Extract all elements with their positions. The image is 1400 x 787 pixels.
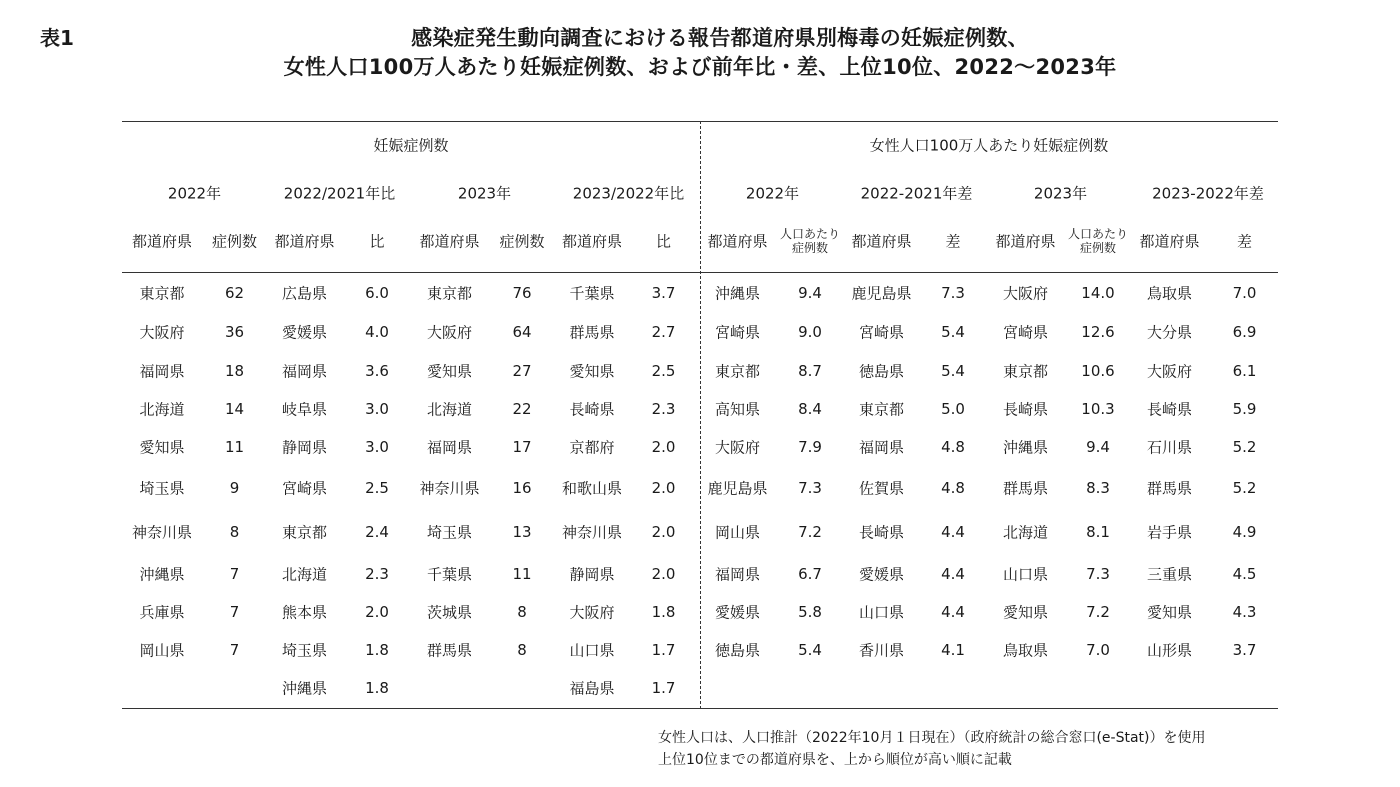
prefecture-cell: 長崎県 [569,400,615,419]
prefecture-cell: 千葉県 [569,284,615,303]
prefecture-cell: 大分県 [1146,323,1192,342]
prefecture-cell: 鹿児島県 [707,479,768,498]
prefecture-cell: 群馬県 [426,641,472,660]
value-cell: 8.3 [1086,479,1110,497]
value-cell: 8.7 [798,362,822,380]
value-cell: 7.9 [798,438,822,456]
year-header: 2023年 [457,184,512,203]
value-cell: 64 [512,323,532,341]
prefecture-cell: 和歌山県 [561,479,622,498]
prefecture-cell: 三重県 [1146,565,1192,584]
prefecture-cell: 群馬県 [1146,479,1192,498]
prefecture-cell: 徳島県 [714,641,760,660]
value-cell: 2.7 [651,323,676,341]
value-cell: 62 [224,284,245,302]
prefecture-cell: 大阪府 [139,323,185,342]
value-cell: 3.6 [365,362,389,380]
value-cell: 7.3 [1086,565,1110,583]
year-header: 2023-2022年差 [1152,184,1264,203]
prefecture-cell: 宮崎県 [714,323,760,342]
column-header: 都道府県 [419,232,480,251]
value-cell: 2.3 [651,400,676,418]
prefecture-cell: 石川県 [1146,438,1192,457]
prefecture-cell: 東京都 [281,523,327,542]
value-cell: 5.9 [1232,400,1257,418]
column-header: 差 [1236,232,1252,251]
value-cell: 2.5 [365,479,389,497]
value-cell: 7 [229,603,240,621]
value-cell: 2.0 [651,565,676,583]
value-cell: 2.0 [651,438,676,456]
value-cell: 5.4 [941,362,965,380]
prefecture-cell: 神奈川県 [131,523,192,542]
year-header: 2022年 [167,184,222,203]
column-header: 比 [369,232,385,251]
column-header: 症例数 [499,232,545,251]
value-cell: 10.6 [1081,362,1115,380]
prefecture-cell: 愛知県 [1146,603,1192,622]
column-header: 人口あたり症例数 [779,227,840,255]
prefecture-cell: 宮崎県 [1002,323,1048,342]
prefecture-cell: 熊本県 [281,603,327,622]
year-header: 2022/2021年比 [283,184,396,203]
prefecture-cell: 東京都 [426,284,472,303]
prefecture-cell: 鳥取県 [1002,641,1048,660]
prefecture-cell: 愛知県 [426,362,472,381]
value-cell: 7.0 [1232,284,1257,302]
value-cell: 7 [229,565,240,583]
prefecture-cell: 北海道 [139,400,185,419]
value-cell: 11 [224,438,245,456]
value-cell: 2.4 [365,523,389,541]
value-cell: 9.4 [1086,438,1110,456]
prefecture-cell: 岡山県 [714,523,760,542]
value-cell: 8.1 [1086,523,1110,541]
value-cell: 6.7 [798,565,822,583]
group-header-right: 女性人口100万人あたり妊娠症例数 [869,136,1109,155]
value-cell: 22 [512,400,532,418]
value-cell: 4.3 [1232,603,1257,621]
year-header: 2023年 [1033,184,1088,203]
prefecture-cell: 愛知県 [1002,603,1048,622]
value-cell: 2.5 [651,362,676,380]
prefecture-cell: 鳥取県 [1146,284,1192,303]
note-ranking-order: 上位10位までの都道府県を、上から順位が高い順に記載 [658,752,1012,768]
prefecture-cell: 福岡県 [858,438,904,457]
prefecture-cell: 沖縄県 [281,679,327,698]
value-cell: 8 [229,523,240,541]
value-cell: 9.4 [798,284,822,302]
prefecture-cell: 沖縄県 [714,284,760,303]
value-cell: 16 [512,479,532,497]
prefecture-cell: 山口県 [1002,565,1048,584]
value-cell: 4.4 [941,565,965,583]
value-cell: 3.0 [365,400,389,418]
value-cell: 5.4 [941,323,965,341]
value-cell: 8.4 [798,400,822,418]
year-header: 2022年 [745,184,800,203]
value-cell: 8 [517,641,527,659]
value-cell: 5.0 [941,400,965,418]
value-cell: 6.1 [1232,362,1257,380]
value-cell: 4.8 [941,479,965,497]
title-line-1: 感染症発生動向調査における報告都道府県別梅毒の妊娠症例数、 [411,26,1029,50]
column-header: 差 [945,232,961,251]
value-cell: 27 [512,362,532,380]
column-header: 人口あたり症例数 [1067,227,1128,255]
prefecture-cell: 東京都 [714,362,760,381]
prefecture-cell: 神奈川県 [419,479,480,498]
value-cell: 7.0 [1086,641,1110,659]
value-cell: 1.8 [365,679,389,697]
prefecture-cell: 静岡県 [281,438,327,457]
prefecture-cell: 香川県 [858,641,904,660]
prefecture-cell: 神奈川県 [561,523,622,542]
value-cell: 1.8 [651,603,676,621]
value-cell: 5.2 [1232,438,1257,456]
value-cell: 4.9 [1232,523,1257,541]
value-cell: 11 [512,565,532,583]
value-cell: 7.2 [798,523,822,541]
value-cell: 9.0 [798,323,822,341]
prefecture-cell: 埼玉県 [281,641,327,660]
title-line-2: 女性人口100万人あたり妊娠症例数、および前年比・差、上位10位、2022～2023年 [283,55,1117,79]
value-cell: 2.0 [651,523,676,541]
prefecture-cell: 高知県 [714,400,760,419]
column-header: 比 [655,232,671,251]
value-cell: 3.7 [651,284,676,302]
prefecture-cell: 愛知県 [569,362,615,381]
column-header: 症例数 [211,232,257,251]
prefecture-cell: 大阪府 [569,603,615,622]
note-population-source: 女性人口は、人口推計（2022年10月１日現在）（政府統計の総合窓口(e-Stat)）を使用 [658,730,1206,746]
value-cell: 4.4 [941,523,965,541]
prefecture-cell: 兵庫県 [139,603,185,622]
prefecture-cell: 山口県 [858,603,904,622]
column-header: 都道府県 [131,232,192,251]
value-cell: 14 [224,400,245,418]
value-cell: 7 [229,641,240,659]
value-cell: 10.3 [1081,400,1115,418]
column-header: 都道府県 [995,232,1056,251]
value-cell: 5.8 [798,603,822,621]
prefecture-cell: 沖縄県 [1002,438,1048,457]
prefecture-cell: 長崎県 [1002,400,1048,419]
prefecture-cell: 大阪府 [426,323,472,342]
prefecture-cell: 愛媛県 [281,323,327,342]
value-cell: 18 [224,362,245,380]
value-cell: 3.0 [365,438,389,456]
value-cell: 4.1 [941,641,965,659]
value-cell: 2.0 [651,479,676,497]
prefecture-cell: 広島県 [281,284,327,303]
prefecture-cell: 東京都 [1002,362,1048,381]
prefecture-cell: 大阪府 [1146,362,1192,381]
prefecture-cell: 群馬県 [569,323,615,342]
column-header: 都道府県 [1139,232,1200,251]
value-cell: 1.7 [651,679,676,697]
prefecture-cell: 岡山県 [139,641,185,660]
prefecture-cell: 大阪府 [1002,284,1048,303]
value-cell: 12.6 [1081,323,1115,341]
column-header: 都道府県 [561,232,622,251]
value-cell: 4.5 [1232,565,1257,583]
prefecture-cell: 福岡県 [139,362,185,381]
value-cell: 7.3 [798,479,822,497]
prefecture-cell: 福島県 [569,679,615,698]
value-cell: 7.3 [941,284,965,302]
value-cell: 4.0 [365,323,389,341]
value-cell: 4.8 [941,438,965,456]
value-cell: 76 [512,284,532,302]
prefecture-cell: 徳島県 [858,362,904,381]
value-cell: 1.8 [365,641,389,659]
prefecture-cell: 岐阜県 [281,400,327,419]
value-cell: 7.2 [1086,603,1110,621]
value-cell: 5.4 [798,641,822,659]
value-cell: 8 [517,603,527,621]
prefecture-cell: 愛媛県 [858,565,904,584]
prefecture-cell: 沖縄県 [139,565,185,584]
prefecture-cell: 山形県 [1146,641,1192,660]
table-label: 表1 [40,26,74,50]
prefecture-cell: 鹿児島県 [851,284,912,303]
value-cell: 4.4 [941,603,965,621]
prefecture-cell: 東京都 [858,400,904,419]
value-cell: 9 [229,479,240,497]
prefecture-cell: 佐賀県 [858,479,904,498]
group-header-left: 妊娠症例数 [373,136,449,155]
prefecture-cell: 愛媛県 [714,603,760,622]
value-cell: 2.0 [365,603,389,621]
prefecture-cell: 千葉県 [426,565,472,584]
value-cell: 6.9 [1232,323,1257,341]
prefecture-cell: 愛知県 [139,438,185,457]
value-cell: 6.0 [365,284,389,302]
prefecture-cell: 京都府 [569,438,615,457]
column-header: 都道府県 [707,232,768,251]
value-cell: 3.7 [1232,641,1257,659]
prefecture-cell: 茨城県 [426,603,472,622]
prefecture-cell: 北海道 [426,400,472,419]
prefecture-cell: 群馬県 [1002,479,1048,498]
year-header: 2023/2022年比 [572,184,685,203]
prefecture-cell: 福岡県 [281,362,327,381]
prefecture-cell: 宮崎県 [281,479,327,498]
value-cell: 5.2 [1232,479,1257,497]
prefecture-cell: 埼玉県 [139,479,185,498]
prefecture-cell: 福岡県 [714,565,760,584]
prefecture-cell: 岩手県 [1146,523,1192,542]
value-cell: 2.3 [365,565,389,583]
value-cell: 14.0 [1081,284,1115,302]
value-cell: 36 [224,323,245,341]
year-header: 2022-2021年差 [860,184,973,203]
prefecture-cell: 長崎県 [858,523,904,542]
value-cell: 1.7 [651,641,676,659]
prefecture-cell: 山口県 [569,641,615,660]
prefecture-cell: 宮崎県 [858,323,904,342]
prefecture-cell: 東京都 [139,284,185,303]
prefecture-cell: 静岡県 [569,565,615,584]
prefecture-cell: 北海道 [281,565,327,584]
value-cell: 17 [512,438,532,456]
prefecture-cell: 北海道 [1002,523,1048,542]
prefecture-cell: 埼玉県 [426,523,472,542]
prefecture-cell: 長崎県 [1146,400,1192,419]
value-cell: 13 [512,523,532,541]
column-header: 都道府県 [851,232,912,251]
prefecture-cell: 福岡県 [426,438,472,457]
column-header: 都道府県 [274,232,335,251]
prefecture-cell: 大阪府 [714,438,760,457]
